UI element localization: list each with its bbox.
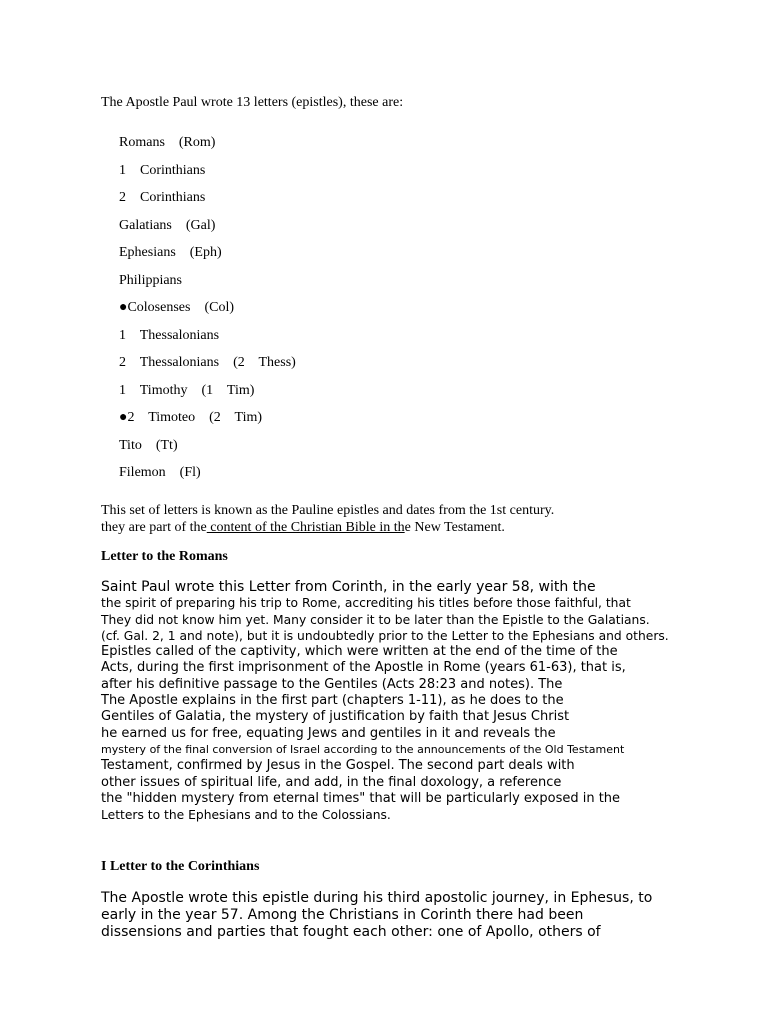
paragraph-line: dissensions and parties that fought each other: one of Apollo, others of bbox=[101, 924, 601, 940]
list-item: Tito (Tt) bbox=[119, 437, 178, 453]
corinthians-heading: I Letter to the Corinthians bbox=[101, 859, 260, 874]
paragraph-line: other issues of spiritual life, and add, in the final doxology, a reference bbox=[101, 774, 562, 790]
paragraph-line: Saint Paul wrote this Letter from Corinth, in the early year 58, with the bbox=[101, 579, 596, 595]
content-link[interactable]: content of the Christian Bible in th bbox=[206, 520, 405, 535]
paragraph-line: The Apostle wrote this epistle during his third apostolic journey, in Ephesus, to bbox=[101, 890, 653, 906]
paragraph-line: Letters to the Ephesians and to the Colossians. bbox=[101, 808, 391, 823]
pauline-note-text: they are part of the bbox=[101, 520, 207, 535]
epistle-list bbox=[119, 133, 296, 491]
intro-text: The Apostle Paul wrote 13 letters (epistles), these are: bbox=[101, 95, 404, 110]
paragraph-line: early in the year 57. Among the Christians in Corinth there had been bbox=[101, 907, 584, 923]
paragraph-line: after his definitive passage to the Gentiles (Acts 28:23 and notes). The bbox=[101, 676, 563, 692]
paragraph-line: Epistles called of the captivity, which were written at the end of the time of the bbox=[101, 644, 618, 660]
list-item: 1 Timothy (1 Tim) bbox=[119, 382, 255, 398]
paragraph-line: the "hidden mystery from eternal times" that will be particularly exposed in the bbox=[101, 790, 621, 806]
romans-heading: Letter to the Romans bbox=[101, 549, 228, 564]
list-item: Ephesians (Eph) bbox=[119, 245, 222, 260]
romans-body bbox=[101, 579, 669, 823]
list-item: 2 Thessalonians (2 Thess) bbox=[119, 355, 296, 370]
paragraph-line: he earned us for free, equating Jews and gentiles in it and reveals the bbox=[101, 725, 556, 741]
paragraph-line: Acts, during the first imprisonment of the Apostle in Rome (years 61-63), that is, bbox=[101, 660, 626, 676]
list-item: Romans (Rom) bbox=[119, 135, 216, 150]
corinthians-body bbox=[101, 890, 652, 941]
paragraph-line: the spirit of preparing his trip to Rome, accrediting his titles before those faithful, that bbox=[101, 596, 631, 611]
paragraph-line: The Apostle explains in the first part (chapters 1-11), as he does to the bbox=[101, 693, 564, 709]
pauline-note-text: e New Testament. bbox=[404, 520, 505, 535]
list-item: Filemon (Fl) bbox=[119, 465, 201, 480]
paragraph-line: (cf. Gal. 2, 1 and note), but it is undoubtedly prior to the Letter to the Ephesians and others. bbox=[101, 628, 669, 643]
paragraph-line: mystery of the final conversion of Israel according to the announcements of the Old Testament bbox=[101, 742, 625, 756]
list-item: 1 Thessalonians bbox=[119, 327, 220, 343]
pauline-note-line-2 bbox=[101, 519, 554, 536]
pauline-note bbox=[101, 502, 554, 536]
paragraph-line: Testament, confirmed by Jesus in the Gospel. The second part deals with bbox=[101, 758, 575, 774]
list-item: ●Colosenses (Col) bbox=[119, 300, 235, 315]
pauline-note-line-1: This set of letters is known as the Pauline epistles and dates from the 1st century. bbox=[101, 503, 555, 518]
list-item: 1 Corinthians bbox=[119, 162, 206, 178]
paragraph-line: They did not know him yet. Many consider it to be later than the Epistle to the Galatians. bbox=[101, 612, 650, 627]
list-item: ●2 Timoteo (2 Tim) bbox=[119, 410, 263, 425]
paragraph-line: Gentiles of Galatia, the mystery of justification by faith that Jesus Christ bbox=[101, 709, 570, 725]
list-item: 2 Corinthians bbox=[119, 190, 206, 205]
list-item: Philippians bbox=[119, 272, 183, 288]
list-item: Galatians (Gal) bbox=[119, 217, 216, 233]
